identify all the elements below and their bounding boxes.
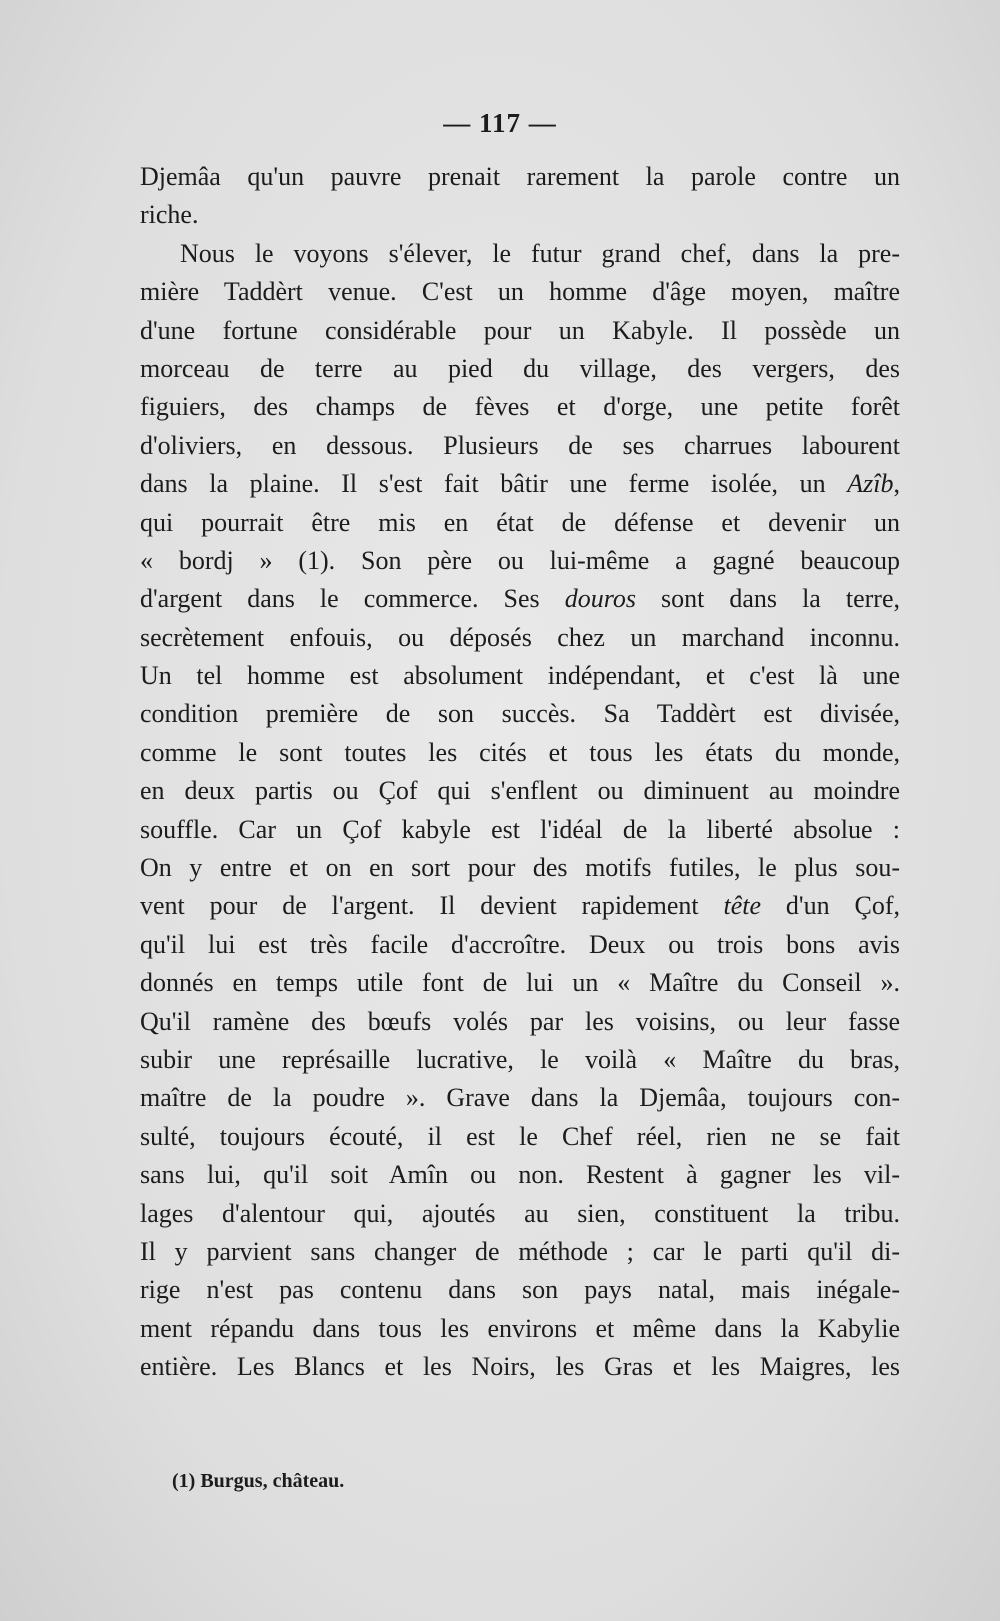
- text-line: qui pourrait être mis en état de défense et devenir un: [140, 507, 900, 537]
- text-line: rige n'est pas contenu dans son pays natal, mais inégale-: [140, 1275, 900, 1305]
- text-line: comme le sont toutes les cités et tous les états du monde,: [140, 737, 900, 767]
- text-line: sans lui, qu'il soit Amîn ou non. Restent à gagner les vil-: [140, 1160, 900, 1190]
- text-line: « bordj » (1). Son père ou lui-même a gagné beaucoup: [140, 545, 900, 575]
- text-line: riche.: [140, 200, 199, 230]
- text-line: condition première de son succès. Sa Taddèrt est divisée,: [140, 699, 900, 729]
- text-line: donnés en temps utile font de lui un « Maître du Conseil ».: [140, 968, 900, 998]
- text-line: subir une représaille lucrative, le voilà « Maître du bras,: [140, 1044, 900, 1074]
- text-line: Djemâa qu'un pauvre prenait rarement la parole contre un: [140, 162, 900, 191]
- text-line: Nous le voyons s'élever, le futur grand chef, dans la pre-: [180, 238, 900, 268]
- text-line: d'argent dans le commerce. Ses douros sont dans la terre,: [140, 584, 901, 614]
- text-line: dans la plaine. Il s'est fait bâtir une ferme isolée, un Azîb,: [140, 469, 900, 499]
- footnote: (1) Burgus, château.: [172, 1470, 345, 1492]
- text-line: entière. Les Blancs et les Noirs, les Gras et les Maigres, les: [140, 1352, 900, 1382]
- text-line: figuiers, des champs de fèves et d'orge, une petite forêt: [140, 392, 900, 422]
- text-line: morceau de terre au pied du village, des vergers, des: [140, 353, 900, 383]
- body-text: [140, 158, 900, 1387]
- text-line: qu'il lui est très facile d'accroître. Deux ou trois bons avis: [140, 929, 900, 959]
- text-line: Qu'il ramène des bœufs volés par les voisins, ou leur fasse: [140, 1006, 900, 1036]
- text-line: Un tel homme est absolument indépendant, et c'est là une: [140, 661, 900, 691]
- text-line: sulté, toujours écouté, il est le Chef réel, rien ne se fait: [140, 1121, 900, 1151]
- text-line: secrètement enfouis, ou déposés chez un marchand inconnu.: [140, 622, 900, 652]
- text-line: maître de la poudre ». Grave dans la Djemâa, toujours con-: [140, 1083, 900, 1113]
- text-line: lages d'alentour qui, ajoutés au sien, constituent la tribu.: [140, 1198, 900, 1228]
- text-line: Il y parvient sans changer de méthode ; car le parti qu'il di-: [140, 1236, 900, 1266]
- text-line: en deux partis ou Çof qui s'enflent ou diminuent au moindre: [140, 776, 900, 806]
- text-line: d'une fortune considérable pour un Kabyle. Il possède un: [140, 315, 900, 345]
- text-line: mière Taddèrt venue. C'est un homme d'âge moyen, maître: [140, 277, 900, 307]
- page-number: — 117 —: [443, 108, 557, 138]
- text-line: On y entre et on en sort pour des motifs futiles, le plus sou-: [140, 853, 900, 883]
- text-line: souffle. Car un Çof kabyle est l'idéal de la liberté absolue :: [140, 814, 900, 844]
- text-line: vent pour de l'argent. Il devient rapidement tête d'un Çof,: [140, 891, 900, 921]
- text-line: d'oliviers, en dessous. Plusieurs de ses charrues labourent: [140, 430, 900, 460]
- text-line: ment répandu dans tous les environs et même dans la Kabylie: [140, 1313, 900, 1343]
